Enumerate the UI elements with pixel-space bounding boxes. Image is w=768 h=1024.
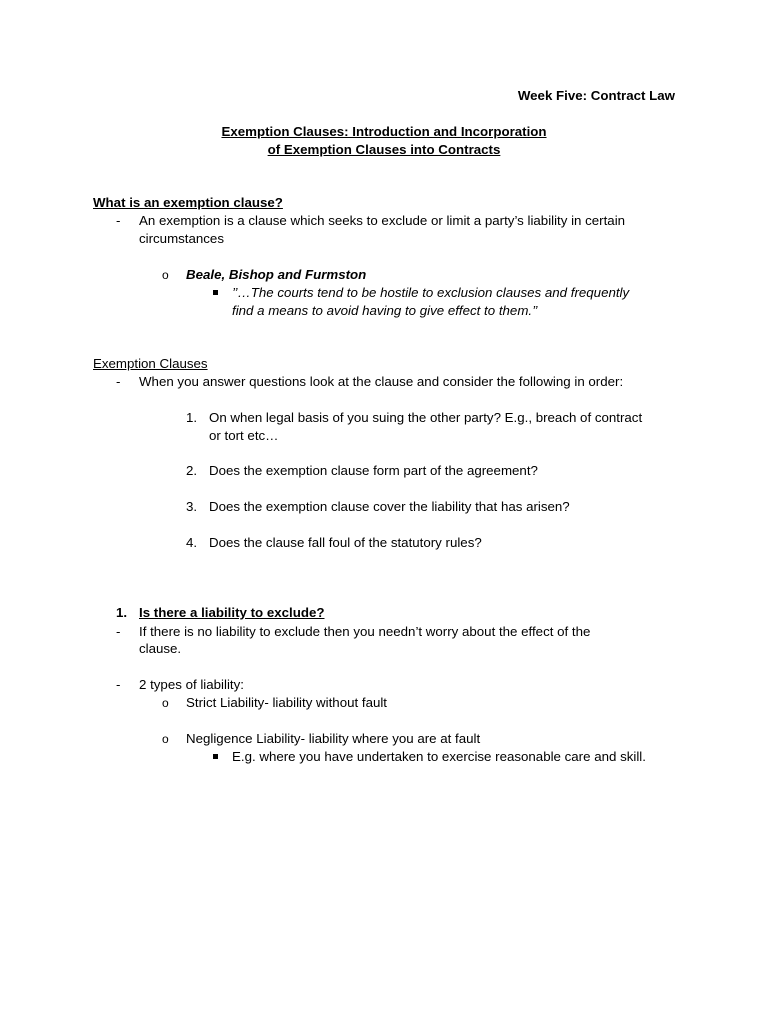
document-title-line2: of Exemption Clauses into Contracts [267,142,501,157]
definition-line1: An exemption is a clause which seeks to exclude or limit a party’s liability in certain [139,213,626,228]
liability-types-text: 2 types of liability: [139,677,244,692]
list-item-text: On when legal basis of you suing the other party? E.g., breach of contract [209,410,643,425]
circle-bullet: o [162,696,169,710]
square-bullet [213,754,218,759]
strict-liability-text: Strict Liability- liability without fault [186,695,388,710]
dash-bullet: - [116,374,121,389]
negligence-liability-text: Negligence Liability- liability where you are at fault [186,731,481,746]
list-item-number: 1. [186,410,198,425]
list-item-text: Does the clause fall foul of the statutory rules? [209,535,482,550]
circle-bullet: o [162,732,169,746]
liability-text-line2: clause. [139,641,182,656]
section-heading-liability: Is there a liability to exclude? [139,605,325,620]
liability-text-line1: If there is no liability to exclude then you needn’t worry about the effect of the [139,624,591,639]
list-item-text-cont: or tort etc… [209,428,279,443]
circle-bullet: o [162,268,169,282]
dash-bullet: - [116,624,121,639]
list-item-text: Does the exemption clause cover the liability that has arisen? [209,499,570,514]
list-item-text: Does the exemption clause form part of the agreement? [209,463,538,478]
dash-bullet: - [116,213,121,228]
list-item-number: 3. [186,499,198,514]
list-item-number: 4. [186,535,198,550]
section-heading-what-is: What is an exemption clause? [93,195,283,210]
week-header: Week Five: Contract Law [517,88,675,103]
section-number: 1. [116,605,128,620]
negligence-example-text: E.g. where you have undertaken to exercise reasonable care and skill. [232,749,646,764]
document-title-line1: Exemption Clauses: Introduction and Incorporation [221,124,547,139]
authority-heading: Beale, Bishop and Furmston [186,267,367,282]
quote-line2: find a means to avoid having to give effect to them.’’ [232,303,538,318]
instruction-text: When you answer questions look at the clause and consider the following in order: [139,374,624,389]
quote-line1: ’’…The courts tend to be hostile to exclusion clauses and frequently [232,285,630,300]
list-item-number: 2. [186,463,198,478]
section-heading-exemption-clauses: Exemption Clauses [93,356,208,371]
dash-bullet: - [116,677,121,692]
square-bullet [213,290,218,295]
definition-line2: circumstances [139,231,224,246]
